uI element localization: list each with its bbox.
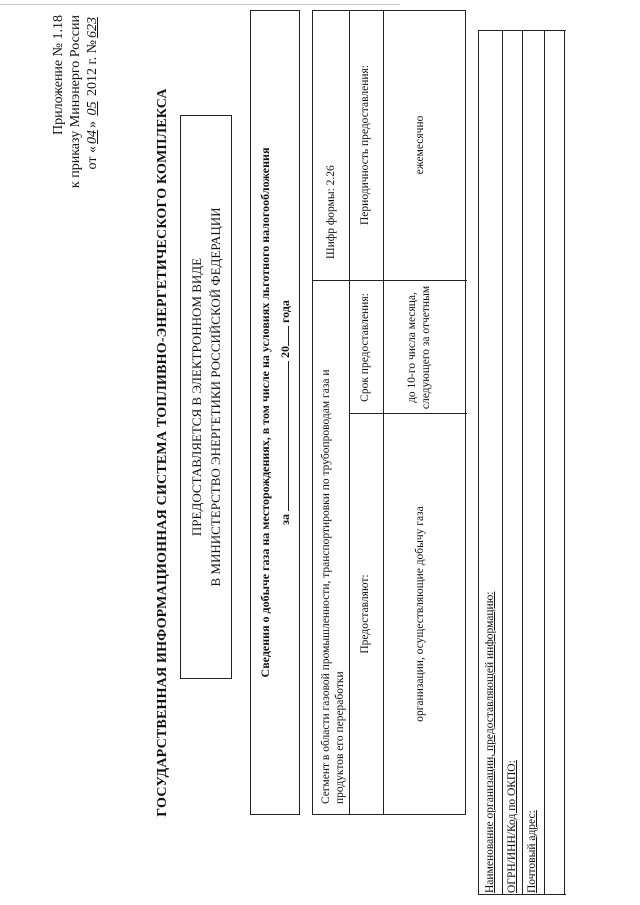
org-name-label: Наименование организации, предоставляющей информацию: [484, 591, 496, 893]
cell-periodicity: ежемесячно [414, 115, 426, 175]
org-rule-left [478, 894, 566, 895]
appendix-date [84, 15, 101, 215]
report-title: Сведения о добыче газа на месторождениях, в том числе на условиях льготного налогообложения [258, 147, 272, 678]
cell-deadline: до 10-го числа месяца, следующего за отчетным [406, 285, 432, 410]
org-rule-top [478, 30, 479, 895]
report-period [277, 11, 293, 814]
org-ids-label: ОГРН/ИНН/Код по ОКПО: [506, 760, 518, 893]
date-year: 2012 [85, 68, 100, 97]
form-code: Шифр формы: 2.26 [325, 165, 337, 259]
org-rule-bottom [564, 30, 565, 895]
form-table [312, 10, 466, 815]
org-rule-3 [544, 30, 545, 895]
cell-provided-by: организации, осуществляющие добычу газа [414, 506, 426, 722]
year-blank [277, 326, 289, 346]
ministry-line-1: ПРЕДОСТАВЛЯЕТСЯ В ЭЛЕКТРОННОМ ВИДЕ [189, 257, 204, 537]
period-prefix: за [278, 514, 292, 525]
org-rule-2 [522, 30, 523, 895]
header-deadline: Срок предоставления: [359, 293, 371, 402]
period-blank [277, 361, 289, 511]
ministry-box [180, 115, 232, 679]
appendix-header [50, 15, 101, 215]
report-title-box [250, 10, 300, 815]
date-year-suffix: г. № [85, 40, 100, 69]
org-rule-right [478, 30, 566, 31]
header-periodicity: Периодичность предоставления: [359, 65, 371, 225]
ministry-line-2: В МИНИСТЕРСТВО ЭНЕРГЕТИКИ РОССИЙСКОЙ ФЕДЕРАЦИИ [208, 207, 223, 587]
header-provided-by: Предоставляют: [359, 574, 371, 654]
appendix-number: Приложение № 1.18 [51, 15, 66, 135]
order-number: 623 [85, 17, 100, 38]
table-vline-top [313, 280, 349, 281]
period-suffix: года [278, 300, 292, 324]
date-mid: » [85, 121, 100, 129]
date-day: 04 [85, 130, 100, 145]
segment-text: Сегмент в области газовой промышленности, транспортировки по трубопроводам газа и продуктов его переработки [320, 369, 346, 804]
main-title: ГОСУДАРСТВЕННАЯ ИНФОРМАЦИОННАЯ СИСТЕМА ТОПЛИВНО-ЭНЕРГЕТИЧЕСКОГО КОМПЛЕКСА [155, 88, 170, 817]
organization-info [478, 30, 566, 895]
date-month: 05 [85, 101, 100, 116]
org-rule-1 [502, 30, 503, 895]
period-year-prefix: 20 [278, 346, 292, 359]
appendix-order: к приказу Минэнерго России [68, 15, 83, 189]
date-prefix: от « [85, 146, 100, 170]
org-address-label: Почтовый адрес: [526, 810, 538, 893]
